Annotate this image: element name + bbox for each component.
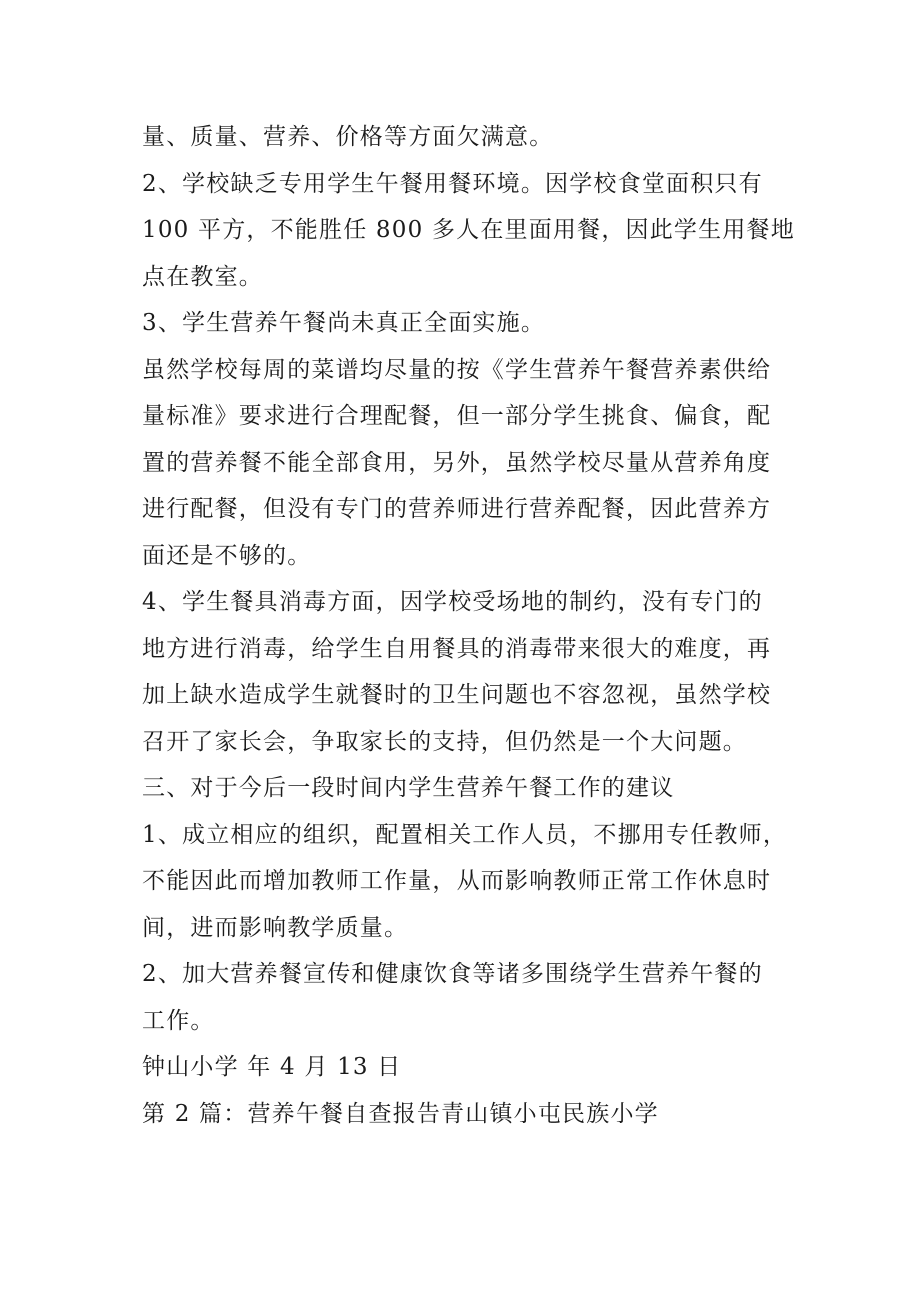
text-line: 进行配餐，但没有专门的营养师进行营养配餐，因此营养方	[142, 496, 772, 522]
text-line: 工作。	[142, 1007, 215, 1034]
text-line: 面还是不够的。	[142, 542, 312, 569]
text-line: 量、质量、营养、价格等方面欠满意。	[142, 124, 554, 150]
section-heading: 三、对于今后一段时间内学生营养午餐工作的建议	[142, 775, 675, 801]
text-line: 加上缺水造成学生就餐时的卫生问题也不容忽视，虽然学校	[142, 682, 772, 708]
text-line: 100 平方，不能胜任 800 多人在里面用餐，因此学生用餐地	[142, 217, 795, 243]
text-line: 2、加大营养餐宣传和健康饮食等诸多围绕学生营养午餐的	[142, 961, 763, 987]
next-article-title: 第 2 篇：营养午餐自查报告青山镇小屯民族小学	[142, 1100, 659, 1127]
text-line: 点在教室。	[142, 263, 263, 290]
text-line: 2、学校缺乏专用学生午餐用餐环境。因学校食堂面积只有	[142, 170, 763, 197]
text-line: 地方进行消毒，给学生自用餐具的消毒带来很大的难度，再	[142, 635, 772, 662]
text-line: 置的营养餐不能全部食用，另外，虽然学校尽量从营养角度	[142, 449, 772, 476]
document-body	[142, 114, 795, 1137]
text-line: 3、学生营养午餐尚未真正全面实施。	[142, 310, 546, 336]
text-line: 1、成立相应的组织，配置相关工作人员，不挪用专任教师，	[142, 821, 788, 848]
text-line: 间，进而影响教学质量。	[142, 914, 409, 941]
signature-line: 钟山小学 年 4 月 13 日	[142, 1054, 402, 1080]
text-line: 4、学生餐具消毒方面，因学校受场地的制约，没有专门的	[142, 589, 763, 615]
text-line: 不能因此而增加教师工作量，从而影响教师正常工作休息时	[142, 868, 772, 894]
text-line: 虽然学校每周的菜谱均尽量的按《学生营养午餐营养素供给	[142, 356, 772, 383]
text-line: 召开了家长会，争取家长的支持，但仍然是一个大问题。	[142, 728, 747, 755]
text-line: 量标准》要求进行合理配餐，但一部分学生挑食、偏食，配	[142, 403, 772, 429]
